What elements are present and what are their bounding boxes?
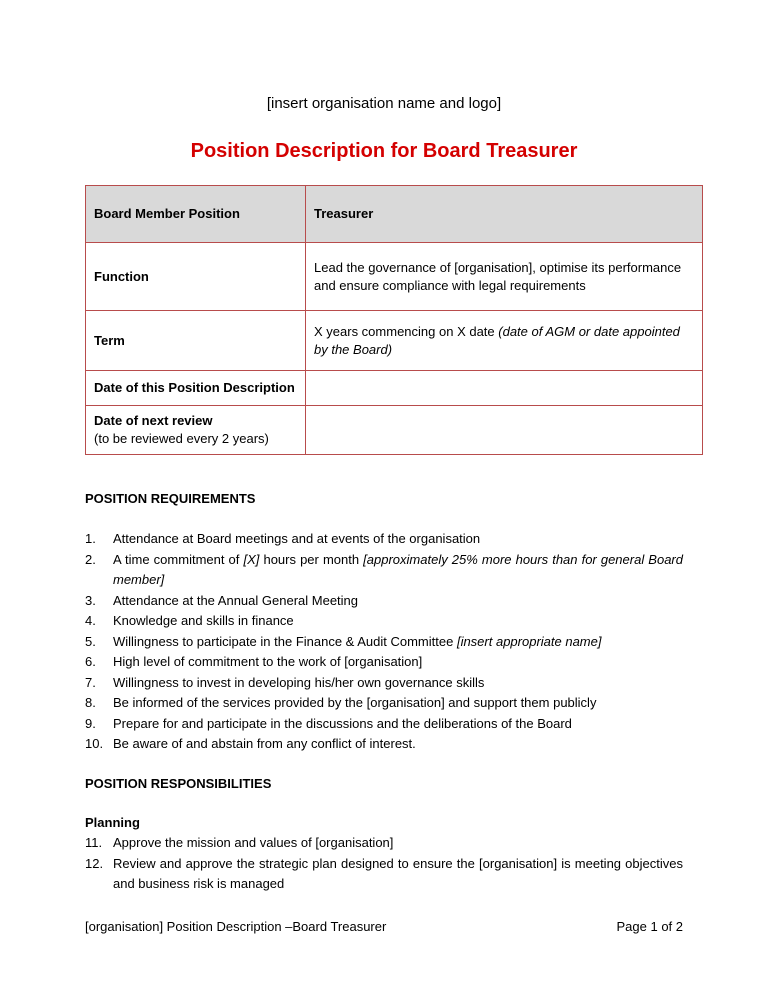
cell-function-label: Function bbox=[86, 243, 306, 311]
term-value-text: X years commencing on X date bbox=[314, 323, 499, 339]
item-text-part: hours per month bbox=[259, 551, 364, 567]
section-heading-requirements: POSITION REQUIREMENTS bbox=[85, 491, 256, 506]
table-row-date-of-description bbox=[86, 371, 703, 406]
item-text: Be informed of the services provided by the [organisation] and support them publicly bbox=[113, 695, 597, 710]
review-label-note: (to be reviewed every 2 years) bbox=[94, 431, 269, 446]
list-item bbox=[85, 529, 683, 550]
list-item bbox=[85, 854, 683, 895]
item-number: 12. bbox=[85, 855, 104, 871]
subsection-heading-planning: Planning bbox=[85, 814, 140, 830]
item-text: Approve the mission and values of [organisation] bbox=[113, 835, 394, 850]
cell-function-value: Lead the governance of [organisation], optimise its performance and ensure compliance with legal requirements bbox=[306, 243, 703, 311]
item-text: Attendance at the Annual General Meeting bbox=[113, 592, 359, 608]
list-item bbox=[85, 591, 683, 612]
list-item bbox=[85, 673, 683, 694]
list-item bbox=[85, 632, 683, 653]
item-text-part: Willingness to participate in the Finance & Audit Committee bbox=[113, 633, 457, 649]
footer-page-number: Page 1 of 2 bbox=[616, 919, 683, 934]
item-number: 5. bbox=[85, 633, 96, 649]
page-title: Position Description for Board Treasurer bbox=[190, 140, 578, 162]
item-text: Review and approve the strategic plan designed to ensure the [organisation] is meeting objectives and business risk is managed bbox=[113, 855, 683, 891]
list-item bbox=[85, 714, 683, 735]
item-text: Willingness to invest in developing his/her own governance skills bbox=[113, 674, 485, 690]
item-text-part: [insert appropriate name] bbox=[456, 633, 602, 649]
list-item bbox=[85, 833, 683, 854]
table-row-position bbox=[86, 186, 703, 243]
cell-term-value bbox=[306, 311, 703, 371]
cell-board-member-position-label: Board Member Position bbox=[86, 186, 306, 243]
item-text: Be aware of and abstain from any conflict of interest. bbox=[113, 736, 416, 751]
planning-list bbox=[85, 833, 683, 895]
org-name-placeholder: [insert organisation name and logo] bbox=[266, 95, 502, 112]
item-number: 10. bbox=[85, 736, 104, 751]
list-item bbox=[85, 652, 683, 673]
list-item bbox=[85, 693, 683, 714]
table-row-next-review bbox=[86, 406, 703, 455]
cell-board-member-position-value: Treasurer bbox=[306, 186, 703, 243]
item-number: 3. bbox=[85, 592, 96, 608]
list-item bbox=[85, 734, 683, 755]
list-item bbox=[85, 550, 683, 591]
term-value-italic-note: (date of AGM or date appointed by the Board) bbox=[314, 323, 680, 357]
item-text: Knowledge and skills in finance bbox=[113, 613, 294, 628]
item-text bbox=[113, 632, 683, 653]
item-text bbox=[113, 550, 683, 591]
item-text-part: [X] bbox=[243, 551, 260, 567]
item-text-part: A time commitment of bbox=[113, 551, 244, 567]
item-number: 7. bbox=[85, 674, 96, 690]
item-number: 9. bbox=[85, 715, 96, 731]
cell-review-value bbox=[306, 406, 703, 455]
table-row-term bbox=[86, 311, 703, 371]
item-text: Prepare for and participate in the discussions and the deliberations of the Board bbox=[113, 715, 572, 731]
item-number: 8. bbox=[85, 695, 96, 710]
review-label-title: Date of next review bbox=[94, 413, 213, 428]
section-heading-responsibilities: POSITION RESPONSIBILITIES bbox=[85, 775, 272, 791]
item-number: 6. bbox=[85, 654, 96, 669]
item-number: 2. bbox=[85, 551, 96, 567]
item-number: 11. bbox=[85, 835, 103, 850]
footer-document-title: [organisation] Position Description –Board Treasurer bbox=[85, 919, 387, 934]
position-description-table bbox=[85, 185, 703, 455]
cell-term-label: Term bbox=[86, 311, 306, 371]
table-row-function bbox=[86, 243, 703, 311]
list-item bbox=[85, 611, 683, 632]
page-footer bbox=[85, 918, 683, 935]
requirements-list bbox=[85, 529, 683, 755]
item-number: 1. bbox=[85, 531, 96, 546]
cell-date-label: Date of this Position Description bbox=[86, 371, 306, 406]
cell-review-label bbox=[86, 406, 306, 455]
item-text-part: [approximately 25% more hours than for general Board member] bbox=[113, 551, 683, 587]
item-text: High level of commitment to the work of [organisation] bbox=[113, 654, 423, 669]
item-text: Attendance at Board meetings and at events of the organisation bbox=[113, 531, 481, 546]
item-number: 4. bbox=[85, 613, 96, 628]
cell-date-value bbox=[306, 371, 703, 406]
